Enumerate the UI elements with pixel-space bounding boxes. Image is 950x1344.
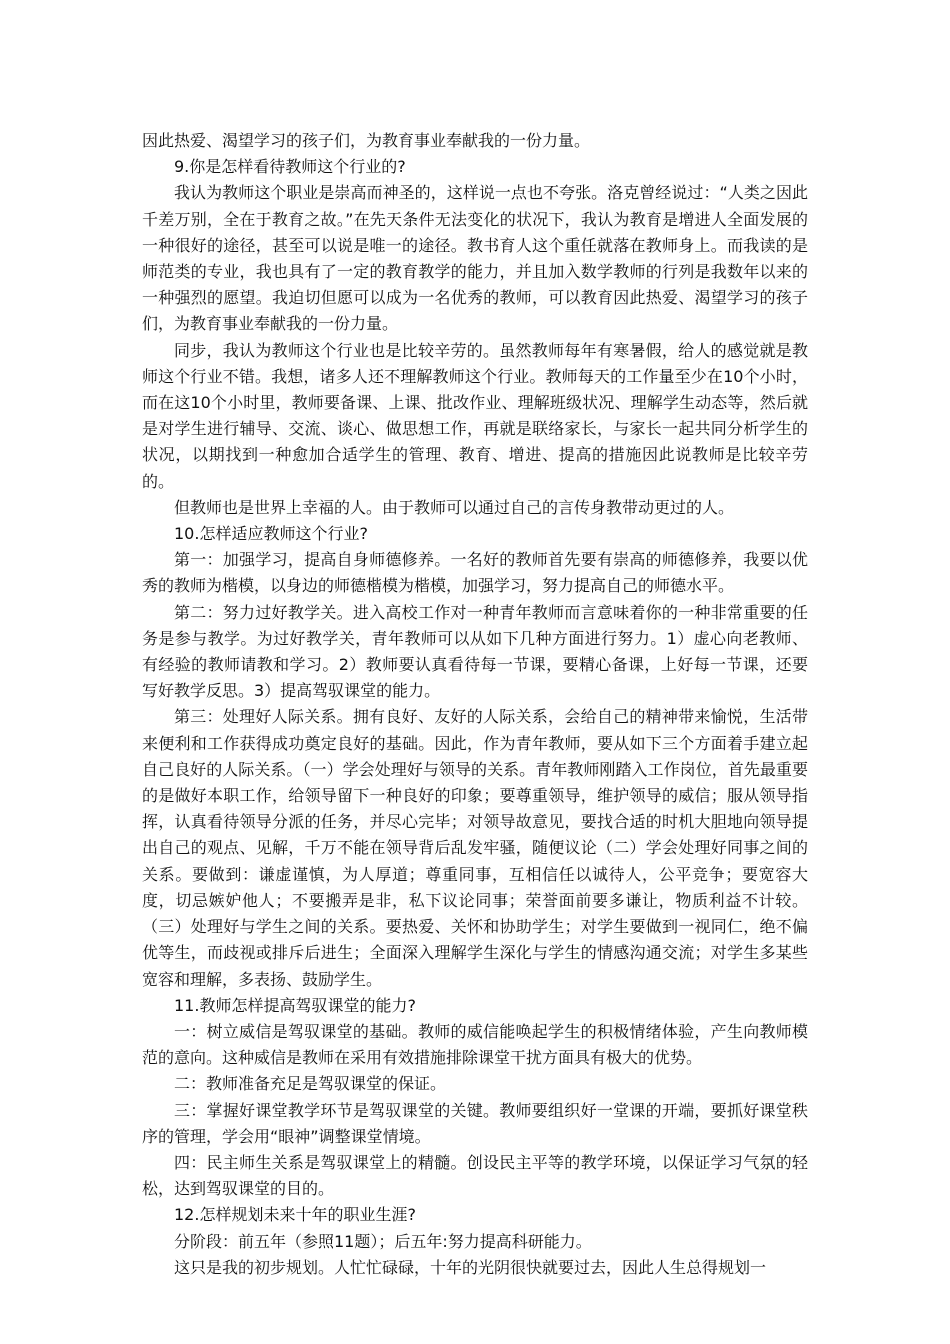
question-10-heading: 10.怎样适应教师这个行业? (174, 524, 368, 544)
question-11-answer-paragraph: 二：教师准备充足是驾驭课堂的保证。 (174, 1074, 447, 1094)
question-9-answer-paragraph: 但教师也是世界上幸福的人。由于教师可以通过自己的言传身教带动更过的人。 (174, 497, 735, 517)
question-9-answer-paragraph: 同步，我认为教师这个行业也是比较辛劳的。虽然教师每年有寒暑假，给人的感觉就是教师这个行业不错。我想，诸多人还不理解教师这个行业。教师每天的工作量至少在10个小时，而在这10个小时里，教师要备课、上课、批改作业、理解班级状况、理解学生动态等，然后就是对学生进行辅导、交流、谈心、做思想工作，再就是联络家长，与家长一起共同分析学生的状况，以期找到一种愈加合适学生的管理、教育、增进、提高的措施因此说教师是比较辛劳的。 (142, 340, 808, 491)
paragraph-continuation: 因此热爱、渴望学习的孩子们，为教育事业奉献我的一份力量。 (142, 131, 591, 150)
question-11-heading: 11.教师怎样提高驾驭课堂的能力? (174, 995, 416, 1015)
document-body (142, 128, 808, 1281)
question-10-answer-paragraph: 第二：努力过好教学关。进入高校工作对一种青年教师而言意味着你的一种非常重要的任务是参与教学。为过好教学关，青年教师可以从如下几种方面进行努力。1）虚心向老教师、有经验的教师请教和学习。2）教师要认真看待每一节课，要精心备课，上好每一节课，还要写好教学反思。3）提高驾驭课堂的能力。 (142, 602, 808, 701)
question-9-answer-paragraph: 我认为教师这个职业是崇高而神圣的，这样说一点也不夸张。洛克曾经说过：“人类之因此千差万别，全在于教育之故。”在先天条件无法变化的状况下，我认为教育是增进人全面发展的一种很好的途径，甚至可以说是唯一的途径。教书育人这个重任就落在教师身上。而我读的是师范类的专业，我也具有了一定的教育教学的能力，并且加入数学教师的行列是我数年以来的一种强烈的愿望。我迫切但愿可以成为一名优秀的教师，可以教育因此热爱、渴望学习的孩子们，为教育事业奉献我的一份力量。 (142, 183, 808, 334)
question-12-answer-paragraph: 这只是我的初步规划。人忙忙碌碌，十年的光阴很快就要过去，因此人生总得规划一 (174, 1257, 767, 1277)
question-11-answer-paragraph: 三：掌握好课堂教学环节是驾驭课堂的关键。教师要组织好一堂课的开端，要抓好课堂秩序的管理，学会用“眼神”调整课堂情境。 (142, 1100, 808, 1146)
question-11-answer-paragraph: 四：民主师生关系是驾驭课堂上的精髓。创设民主平等的教学环境，以保证学习气氛的轻松，达到驾驭课堂的目的。 (142, 1152, 808, 1199)
question-12-answer-paragraph: 分阶段：前五年（参照11题）；后五年:努力提高科研能力。 (174, 1231, 592, 1251)
question-11-answer-paragraph: 一：树立威信是驾驭课堂的基础。教师的威信能唤起学生的积极情绪体验，产生向教师模范的意向。这种威信是教师在采用有效措施排除课堂干扰方面具有极大的优势。 (142, 1021, 808, 1068)
question-12-heading: 12.怎样规划未来十年的职业生涯? (174, 1205, 416, 1225)
question-10-answer-paragraph: 第三：处理好人际关系。拥有良好、友好的人际关系，会给自己的精神带来愉悦，生活带来便利和工作获得成功奠定良好的基础。因此，作为青年教师，要从如下三个方面着手建立起自己良好的人际关系。（一）学会处理好与领导的关系。青年教师刚踏入工作岗位，首先最重要的是做好本职工作，给领导留下一种良好的印象；要尊重领导，维护领导的威信；服从领导指挥，认真看待领导分派的任务，并尽心完毕；对领导故意见，要找合适的时机大胆地向领导提出自己的观点、见解，千万不能在领导背后乱发牢骚，随便议论（二）学会处理好同事之间的关系。要做到：谦虚谨慎，为人厚道；尊重同事，互相信任以诚待人，公平竞争；要宽容大度，切忌嫉妒他人；不要搬弄是非，私下议论同事；荣誉面前要多谦让，物质利益不计较。（三）处理好与学生之间的关系。要热爱、关怀和协助学生；对学生要做到一视同仁，绝不偏优等生，而歧视或排斥后进生；全面深入理解学生深化与学生的情感沟通交流；对学生多某些宽容和理解，多表扬、鼓励学生。 (142, 707, 808, 989)
question-9-heading: 9.你是怎样看待教师这个行业的? (174, 157, 406, 177)
question-10-answer-paragraph: 第一：加强学习，提高自身师德修养。一名好的教师首先要有崇高的师德修养，我要以优秀的教师为楷模，以身边的师德楷模为楷模，加强学习，努力提高自己的师德水平。 (142, 550, 808, 596)
